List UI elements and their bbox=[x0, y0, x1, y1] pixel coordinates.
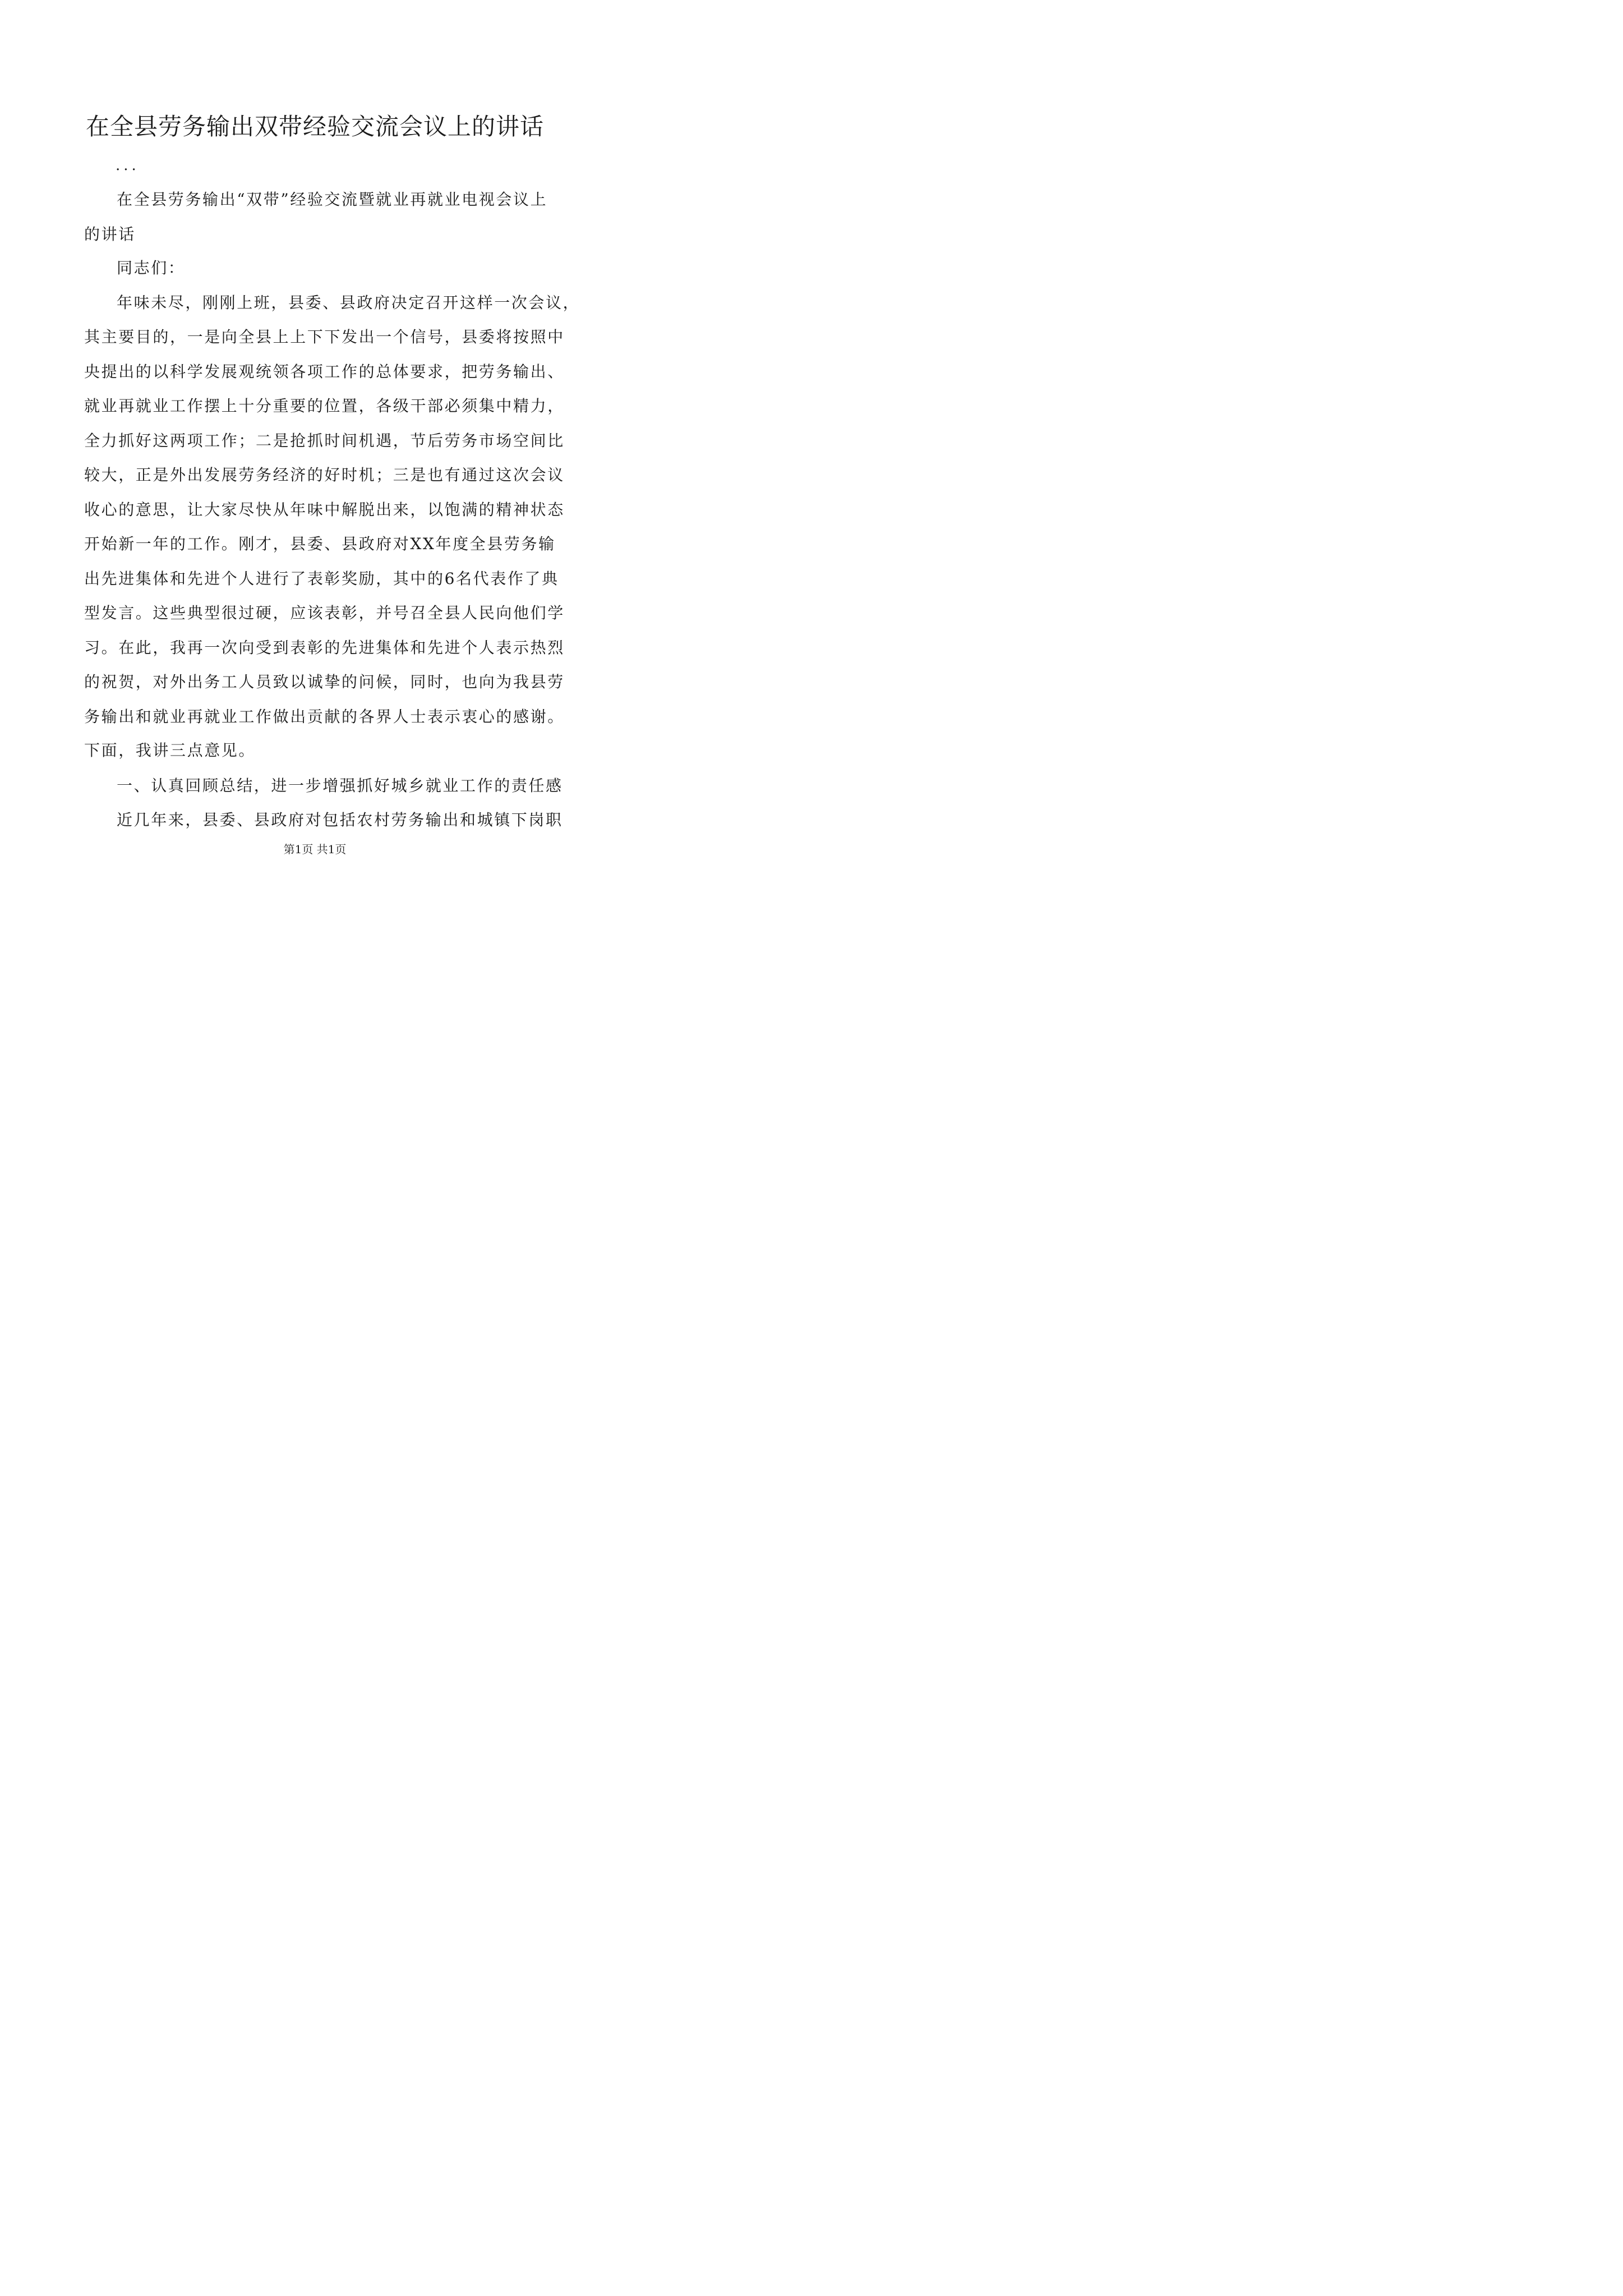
body-line: 全力抓好这两项工作；二是抢抓时间机遇，节后劳务市场空间比 bbox=[84, 431, 565, 450]
body-line: 年味未尽，刚刚上班，县委、县政府决定召开这样一次会议， bbox=[117, 293, 580, 312]
page-number-footer: 第1页 共1页 bbox=[283, 843, 347, 856]
body-line: 型发言。这些典型很过硬，应该表彰，并号召全县人民向他们学 bbox=[84, 604, 565, 622]
body-line: 务输出和就业再就业工作做出贡献的各界人士表示衷心的感谢。 bbox=[84, 707, 565, 726]
body-line: 在全县劳务输出“双带”经验交流暨就业再就业电视会议上 bbox=[117, 190, 548, 209]
body-line: 出先进集体和先进个人进行了表彰奖励，其中的6名代表作了典 bbox=[84, 569, 559, 588]
body-line: 央提出的以科学发展观统领各项工作的总体要求，把劳务输出、 bbox=[84, 362, 565, 381]
body-line: 开始新一年的工作。刚才，县委、县政府对XX年度全县劳务输 bbox=[84, 535, 556, 553]
body-line: 同志们： bbox=[117, 259, 186, 277]
section-heading: 一、认真回顾总结，进一步增强抓好城乡就业工作的责任感 bbox=[117, 776, 563, 795]
ellipsis-marker: ... bbox=[116, 157, 140, 174]
body-line: 近几年来，县委、县政府对包括农村劳务输出和城镇下岗职 bbox=[117, 811, 563, 829]
body-line: 的祝贺，对外出务工人员致以诚挚的问候，同时，也向为我县劳 bbox=[84, 673, 565, 691]
body-line: 习。在此，我再一次向受到表彰的先进集体和先进个人表示热烈 bbox=[84, 638, 565, 657]
body-line: 下面，我讲三点意见。 bbox=[84, 741, 256, 760]
document-page bbox=[0, 0, 630, 890]
document-title: 在全县劳务输出双带经验交流会议上的讲话 bbox=[85, 113, 544, 140]
body-line: 较大，正是外出发展劳务经济的好时机；三是也有通过这次会议 bbox=[84, 466, 565, 484]
body-line: 收心的意思，让大家尽快从年味中解脱出来，以饱满的精神状态 bbox=[84, 500, 565, 519]
body-line: 就业再就业工作摆上十分重要的位置，各级干部必须集中精力， bbox=[84, 397, 565, 415]
body-line: 的讲话 bbox=[84, 225, 136, 243]
body-line: 其主要目的，一是向全县上上下下发出一个信号，县委将按照中 bbox=[84, 328, 565, 346]
